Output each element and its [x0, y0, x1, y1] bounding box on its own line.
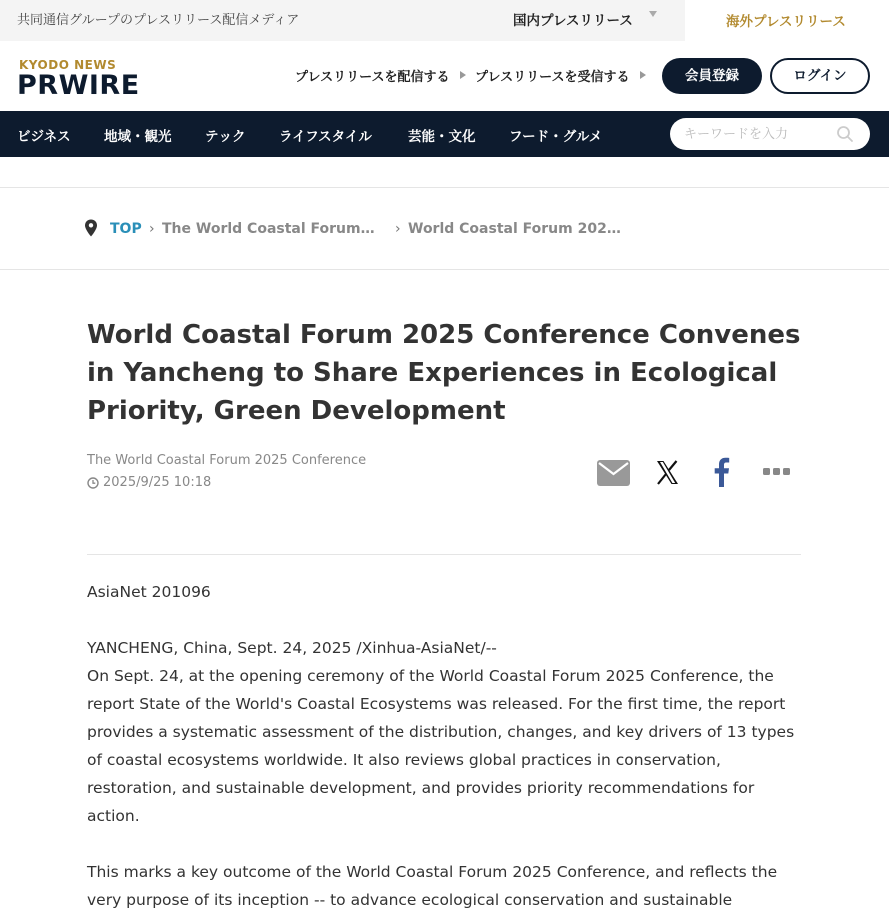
logo-prwire[interactable]: PRWIRE [17, 70, 140, 101]
chevron-right-icon: › [395, 221, 401, 237]
search-input[interactable] [684, 124, 834, 144]
site-tagline: 共同通信グループのプレスリリース配信メディア [17, 13, 300, 28]
domestic-press-release-menu[interactable]: 国内プレスリリース [513, 13, 633, 29]
receive-press-release-link[interactable]: プレスリリースを受信する [475, 70, 630, 85]
clock-icon [87, 477, 99, 489]
nav-item-business[interactable]: ビジネス [17, 129, 71, 145]
distribute-press-release-link[interactable]: プレスリリースを配信する [295, 70, 450, 85]
nav-item-tech[interactable]: テック [205, 129, 246, 145]
nav-item-lifestyle[interactable]: ライフスタイル [279, 129, 372, 145]
nav-item-entertainment-culture[interactable]: 芸能・文化 [408, 129, 476, 145]
more-icon[interactable] [763, 467, 790, 477]
divider [87, 554, 801, 555]
register-button[interactable]: 会員登録 [662, 58, 762, 94]
article-source-company[interactable]: The World Coastal Forum 2025 Conference [87, 453, 367, 468]
divider [0, 269, 889, 270]
article-paragraph: This marks a key outcome of the World Coastal Forum 2025 Conference, and reflects the very purpose of its inception -- to advance ecological conservation and sustainable [87, 863, 778, 909]
article-dateline: YANCHENG, China, Sept. 24, 2025 /Xinhua-AsiaNet/-- [87, 639, 497, 657]
divider [0, 187, 889, 188]
chevron-down-icon[interactable] [649, 11, 657, 17]
overseas-press-release-tab[interactable] [685, 0, 889, 41]
mail-icon[interactable] [597, 460, 630, 486]
article-paragraph: On Sept. 24, at the opening ceremony of the World Coastal Forum 2025 Conference, the report State of the World's Coastal Ecosystems was released. For the first time, the report provides a systematic assessment of the distribution, changes, and key drivers of 13 types of coastal ecosystems worldwide. It also reviews global practices in conservation, restoration, and sustainable development, and provides priority recommendations for action. [87, 667, 795, 825]
article-title: World Coastal Forum 2025 Conference Convenes in Yancheng to Share Experiences in Ecological Priority, Green Development [87, 320, 801, 426]
location-pin-icon [84, 219, 98, 237]
breadcrumb-company-link[interactable]: The World Coastal Forum… [162, 221, 375, 237]
triangle-right-icon [640, 71, 646, 79]
triangle-right-icon [460, 71, 466, 79]
nav-item-food-gourmet[interactable]: フード・グルメ [509, 129, 603, 145]
category-nav [0, 111, 889, 157]
logo-kyodo-news[interactable]: KYODO NEWS [19, 58, 117, 72]
search-icon[interactable] [836, 125, 854, 143]
facebook-icon[interactable] [712, 457, 730, 487]
search-box [670, 118, 870, 150]
breadcrumb-top-link[interactable]: TOP [110, 221, 142, 237]
top-bar [0, 0, 889, 41]
nav-item-region-tourism[interactable]: 地域・観光 [104, 129, 172, 145]
overseas-tab-label: 海外プレスリリース [726, 14, 846, 30]
breadcrumb-current-article: World Coastal Forum 202… [408, 221, 621, 237]
article-date: 2025/9/25 10:18 [103, 475, 212, 490]
x-icon[interactable] [656, 460, 679, 485]
article-reference: AsiaNet 201096 [87, 583, 211, 601]
login-button[interactable]: ログイン [770, 58, 870, 94]
chevron-right-icon: › [149, 221, 155, 237]
